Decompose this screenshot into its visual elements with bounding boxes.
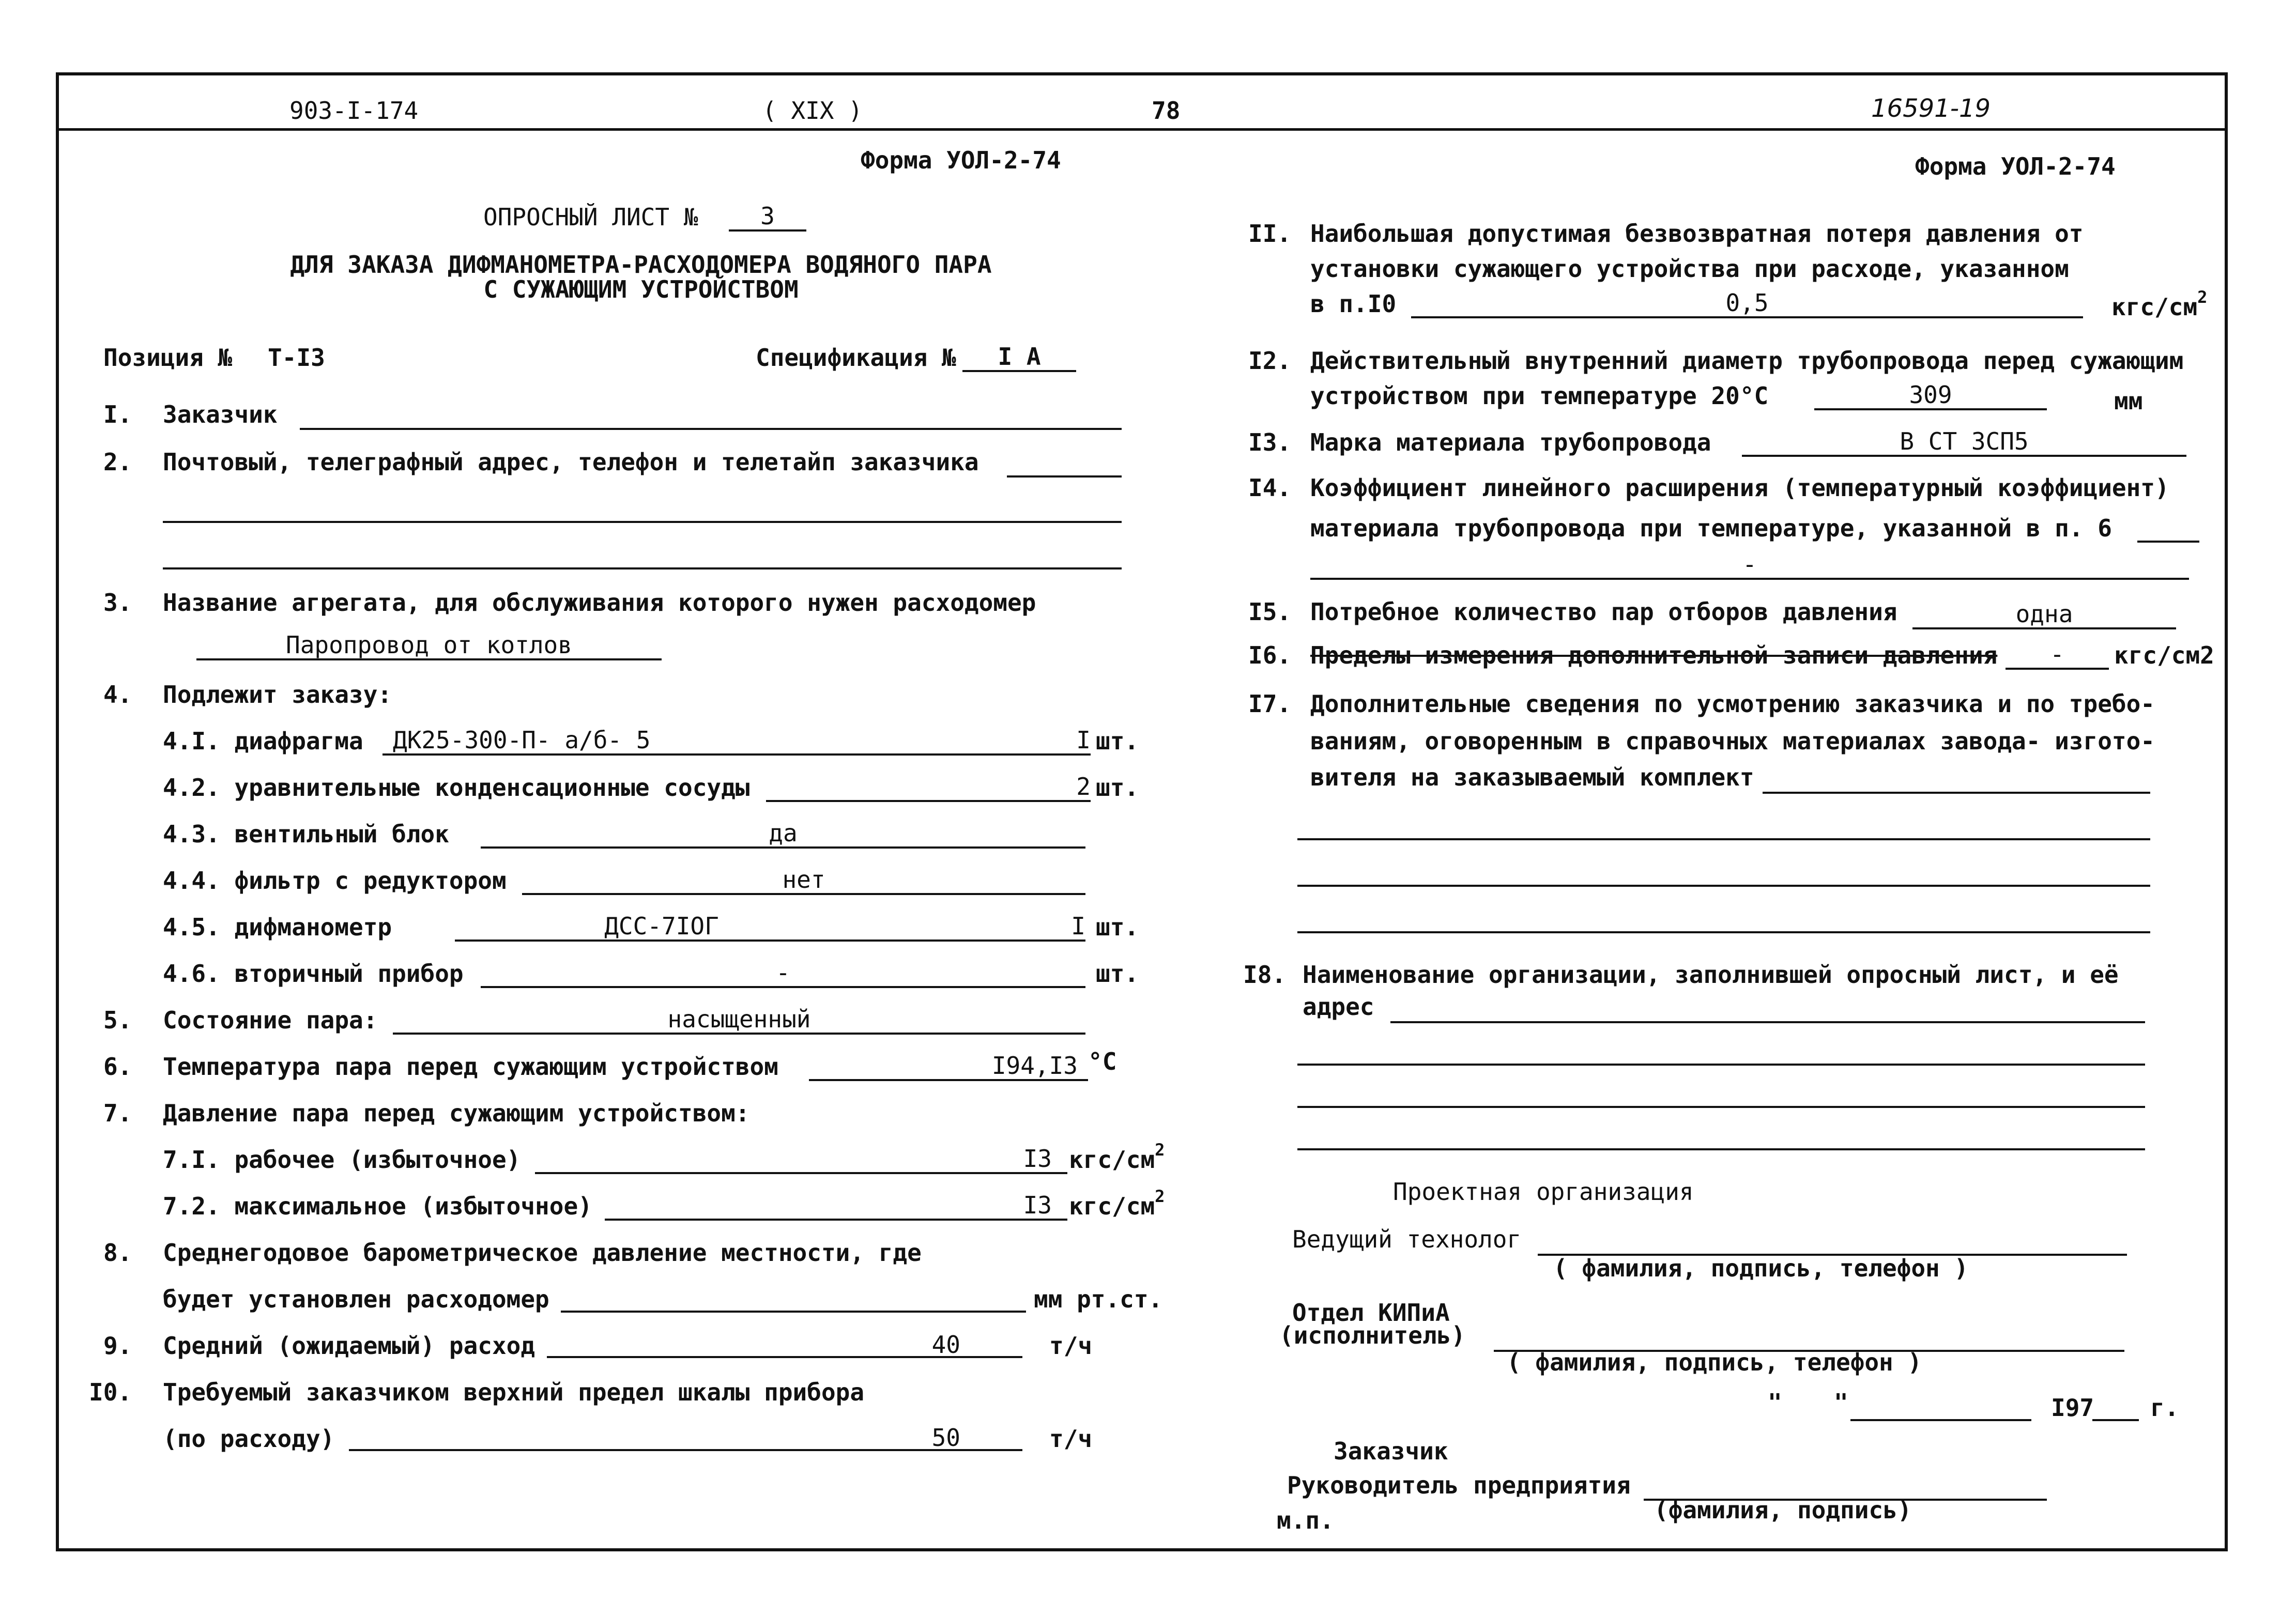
sheet-id: 16591-19 [1871, 94, 1991, 123]
date-year-suffix: г. [2150, 1394, 2179, 1422]
item-5-value: насыщенный [393, 1006, 1085, 1035]
item-4-4-label: 4.4. фильтр с редуктором [163, 867, 507, 895]
unit-kgf: кгс/см [2111, 293, 2198, 321]
item-3-number: 3. [103, 589, 132, 617]
form-code-left: Форма УОЛ-2-74 [861, 146, 1061, 174]
item-4-number: 4. [103, 681, 132, 709]
item-6-label: Температура пара перед сужающим устройством [163, 1053, 778, 1081]
item-17-line2: ваниям, оговоренным в справочных материалах завода- изгото- [1310, 727, 2155, 755]
item-4-1-label: 4.I. диафрагма [163, 727, 363, 755]
item-8-label-line2: будет установлен расходомер [163, 1285, 549, 1313]
item-2-label: Почтовый, телеграфный адрес, телефон и телетайп заказчика [163, 448, 979, 476]
unit-power: 2 [1155, 1187, 1165, 1206]
item-17-line1: Дополнительные сведения по усмотрению заказчика и по требо- [1310, 690, 2155, 718]
item-7-2-label: 7.2. максимальное (избыточное) [163, 1192, 592, 1220]
item-7-number: 7. [103, 1099, 132, 1127]
item-9-label: Средний (ожидаемый) расход [163, 1332, 535, 1360]
item-10-value: 50 [349, 1424, 1022, 1451]
item-17-field-1 [1763, 792, 2150, 794]
item-8-label-line1: Среднегодовое барометрическое давление местности, где [163, 1239, 922, 1267]
item-8-unit: мм рт.ст. [1034, 1285, 1163, 1313]
item-6-unit: °С [1088, 1048, 1117, 1075]
item-4-6-label: 4.6. вторичный прибор [163, 960, 464, 988]
item-8-number: 8. [103, 1239, 132, 1267]
spec-value: I А [962, 343, 1076, 372]
item-10-unit: т/ч [1049, 1425, 1093, 1453]
item-17-field-4 [1297, 931, 2150, 933]
item-16-number: I6. [1248, 641, 1292, 669]
date-quote-close: " [1834, 1389, 1848, 1416]
subtitle-line1: ДЛЯ ЗАКАЗА ДИФМАНОМЕТРА-РАСХОДОМЕРА ВОДЯНОГО ПАРА [290, 251, 992, 279]
item-7-label: Давление пара перед сужающим устройством: [163, 1099, 750, 1127]
item-17-field-3 [1297, 885, 2150, 887]
item-16-unit: кгс/см2 [2114, 641, 2214, 669]
item-18-field-3 [1297, 1106, 2145, 1108]
item-14-line1: Коэффициент линейного расширения (температурный коэффициент) [1310, 474, 2169, 502]
item-4-2-label: 4.2. уравнительные конденсационные сосуды [163, 774, 750, 802]
item-16-value: - [2006, 641, 2109, 670]
date-quote-open: " [1768, 1389, 1782, 1416]
date-month-field [1850, 1419, 2031, 1421]
director-label: Руководитель предприятия [1287, 1471, 1631, 1499]
item-11-number: II. [1248, 220, 1292, 248]
item-4-2-qty: 2 [766, 773, 1091, 802]
item-2-field-3 [163, 567, 1122, 569]
design-organization: Проектная организация [1393, 1178, 1694, 1206]
item-7-1-unit [1069, 1140, 1165, 1174]
lead-technologist: Ведущий технолог [1292, 1225, 1522, 1253]
item-10-label-line1: Требуемый заказчиком верхний предел шкалы прибора [163, 1378, 865, 1406]
item-18-field-1 [1390, 1021, 2145, 1023]
kipia-department-hint: ( фамилия, подпись, телефон ) [1507, 1348, 1922, 1376]
item-2-field-1 [1007, 475, 1122, 478]
item-3-label: Название агрегата, для обслуживания которого нужен расходомер [163, 589, 1036, 617]
item-15-value: одна [1912, 600, 2176, 629]
subtitle-line2: С СУЖАЮЩИМ УСТРОЙСТВОМ [483, 275, 799, 303]
item-7-2-value: I3 [605, 1192, 1067, 1221]
item-12-unit: мм [2114, 387, 2143, 415]
item-4-3-label: 4.3. вентильный блок [163, 820, 449, 848]
item-13-label: Марка материала трубопровода [1310, 428, 1711, 456]
unit-kgf: кгс/см [1069, 1146, 1155, 1174]
item-18-number: I8. [1243, 961, 1287, 989]
unit-power: 2 [1155, 1140, 1165, 1160]
item-4-2-unit: шт. [1096, 774, 1139, 802]
item-9-number: 9. [103, 1332, 132, 1360]
item-3-value: Паропровод от котлов [196, 632, 662, 660]
project-code: 903-I-174 [289, 97, 419, 125]
item-4-6-unit: шт. [1096, 960, 1139, 988]
item-14-line2: материала трубопровода при температуре, указанной в п. 6 [1310, 514, 2112, 542]
item-4-6-value: - [481, 959, 1085, 988]
item-11-line3: в п.I0 [1310, 290, 1397, 318]
item-11-unit [2111, 287, 2208, 321]
item-4-1-unit: шт. [1096, 727, 1139, 755]
kipia-department-line2: (исполнитель) [1279, 1321, 1466, 1349]
item-15-number: I5. [1248, 598, 1292, 626]
item-12-number: I2. [1248, 347, 1292, 375]
item-4-5-unit: шт. [1096, 913, 1139, 941]
item-12-line1: Действительный внутренний диаметр трубопровода перед сужающим [1310, 347, 2184, 375]
item-17-field-2 [1297, 838, 2150, 840]
item-11-line2: установки сужающего устройства при расходе, указанном [1310, 255, 2069, 283]
item-7-1-value: I3 [535, 1145, 1067, 1174]
item-1-number: I. [103, 401, 132, 428]
item-4-5-label: 4.5. дифманометр [163, 913, 392, 941]
date-year-field [2092, 1419, 2139, 1421]
item-18-field-4 [1297, 1148, 2145, 1150]
item-4-label: Подлежит заказу: [163, 681, 392, 709]
item-5-number: 5. [103, 1006, 132, 1034]
item-14-value: - [1310, 551, 2189, 580]
unit-kgf: кгс/см [1069, 1192, 1155, 1220]
item-4-1-value: ДК25-300-П- а/б- 5 [382, 727, 806, 756]
item-11-line1: Наибольшая допустимая безвозвратная потеря давления от [1310, 220, 2084, 248]
form-code-right: Форма УОЛ-2-74 [1915, 152, 2116, 180]
item-4-3-value: да [481, 820, 1085, 849]
item-6-number: 6. [103, 1053, 132, 1081]
item-2-number: 2. [103, 448, 132, 476]
date-year: I97 [2051, 1394, 2094, 1422]
item-18-field-2 [1297, 1064, 2145, 1066]
item-4-4-value: нет [522, 866, 1085, 895]
item-4-5-qty: I [868, 913, 1085, 942]
lead-technologist-hint: ( фамилия, подпись, телефон ) [1553, 1254, 1969, 1282]
director-hint: (фамилия, подпись) [1654, 1496, 1912, 1524]
page-number: 78 [1152, 97, 1181, 125]
item-6-value: I94,I3 [809, 1052, 1088, 1081]
item-1-label: Заказчик [163, 401, 278, 428]
unit-power: 2 [2197, 287, 2208, 307]
kipia-department-line1: Отдел КИПиА [1292, 1299, 1450, 1327]
stamp-label: м.п. [1277, 1506, 1334, 1534]
item-2-field-2 [163, 521, 1122, 523]
item-14-number: I4. [1248, 474, 1292, 502]
item-1-field [300, 428, 1122, 430]
customer-label: Заказчик [1334, 1437, 1448, 1465]
album-number: ( XIX ) [762, 97, 863, 125]
item-16-label: Пределы измерения дополнительной записи давления [1310, 641, 1998, 669]
item-9-value: 40 [547, 1331, 1022, 1358]
position-value: Т-I3 [268, 344, 325, 372]
item-5-label: Состояние пара: [163, 1006, 378, 1034]
item-17-number: I7. [1248, 690, 1292, 718]
questionnaire-title: ОПРОСНЫЙ ЛИСТ № [483, 203, 698, 231]
item-10-number: I0. [89, 1378, 132, 1406]
item-4-1-qty: I [796, 727, 1091, 756]
item-13-number: I3. [1248, 428, 1292, 456]
item-17-line3: вителя на заказываемый комплект [1310, 763, 1754, 791]
item-7-1-label: 7.I. рабочее (избыточное) [163, 1146, 521, 1174]
item-15-label: Потребное количество пар отборов давления [1310, 598, 1897, 626]
item-12-value: 309 [1814, 381, 2047, 410]
questionnaire-number: 3 [729, 203, 806, 232]
item-18-line2: адрес [1303, 993, 1374, 1021]
item-9-unit: т/ч [1049, 1332, 1093, 1360]
position-label: Позиция № [103, 344, 233, 372]
header-divider [56, 128, 2225, 131]
item-11-value: 0,5 [1411, 289, 2083, 318]
item-4-5-value: ДСС-7IОГ [455, 913, 868, 942]
spec-label: Спецификация № [756, 344, 956, 372]
item-12-line2: устройством при температуре 20°С [1310, 382, 1769, 410]
item-13-value: В СТ 3СП5 [1742, 428, 2186, 457]
item-14-field-1 [2137, 541, 2199, 543]
item-7-2-unit [1069, 1187, 1165, 1221]
item-18-line1: Наименование организации, заполнившей опросный лист, и её [1303, 961, 2119, 989]
item-10-label-line2: (по расходу) [163, 1425, 335, 1453]
item-8-field [561, 1311, 1026, 1313]
